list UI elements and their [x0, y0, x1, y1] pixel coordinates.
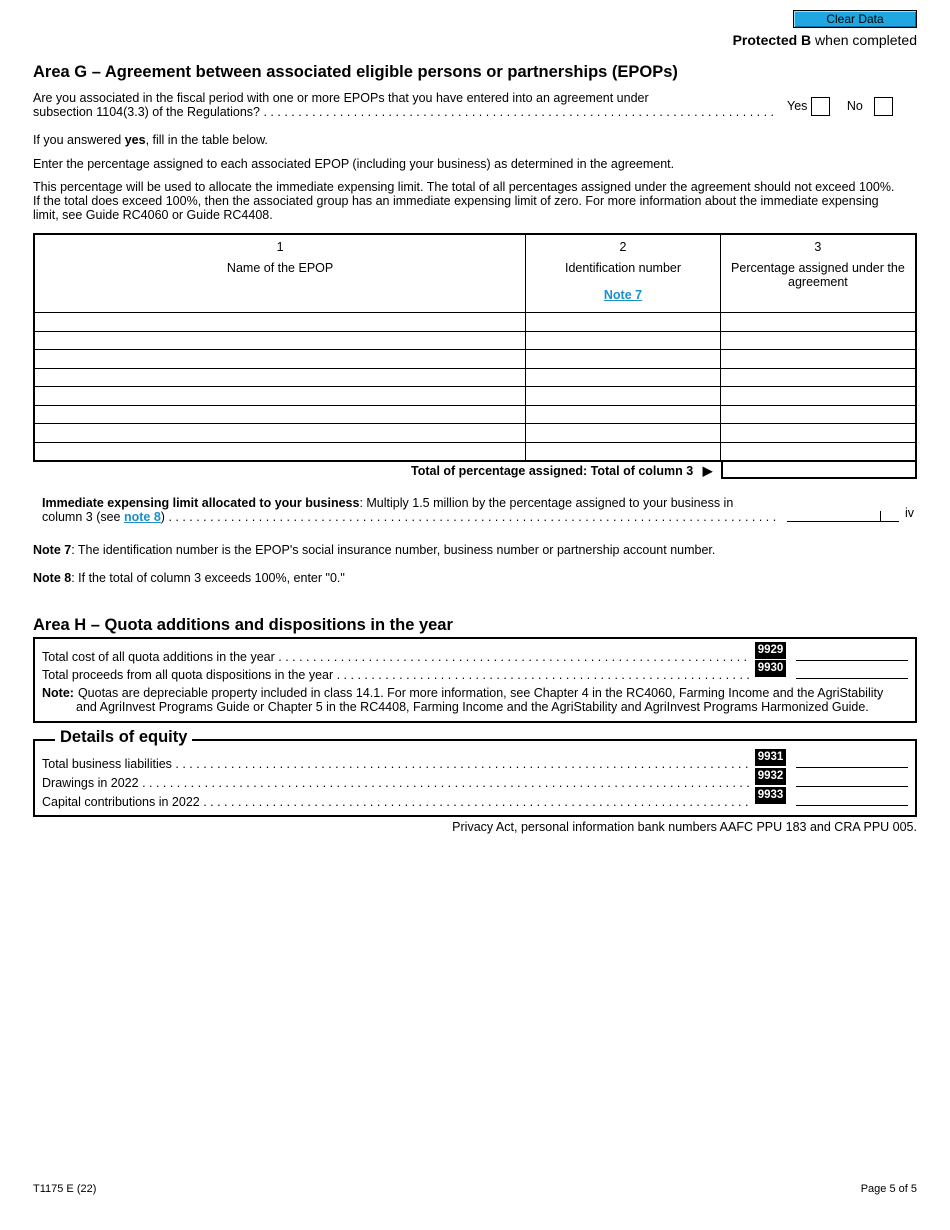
area-h-title: Area H – Quota additions and dispositions in the year [33, 616, 453, 634]
epop-pct-cell[interactable] [720, 368, 916, 387]
epop-name-cell[interactable] [34, 313, 526, 332]
area-h-note [42, 686, 907, 714]
table-row [34, 405, 916, 424]
epop-id-cell[interactable] [526, 331, 721, 350]
col-3-num: 3 [814, 240, 822, 254]
quota-dispositions-text: Total proceeds from all quota dispositions in the year [42, 668, 334, 682]
epop-pct-cell[interactable] [720, 350, 916, 369]
privacy-text: Privacy Act, personal information bank numbers AAFC PPU 183 and CRA PPU 005. [452, 820, 917, 834]
liabilities-field[interactable] [796, 754, 908, 768]
epop-name-cell[interactable] [34, 368, 526, 387]
no-label: No [846, 98, 863, 113]
area-h-note-bold: Note: [42, 686, 74, 700]
drawings-field[interactable] [796, 773, 908, 787]
epop-id-cell[interactable] [526, 442, 721, 461]
epop-name-cell[interactable] [34, 387, 526, 406]
table-row [34, 424, 916, 443]
area-h-note-text: Quotas are depreciable property included in class 14.1. For more information, see Chapter 4 in the RC4060, Farming Income and the AgriStability and AgriInvest Programs Guide or Chapter 5 in the RC4408, Farming Income and the AgriStability and AgriInvest Programs Harmonized Guide. [76, 686, 884, 714]
col-1-num: 1 [276, 240, 284, 254]
yes-checkbox[interactable] [811, 97, 830, 116]
drawings-text: Drawings in 2022 [42, 776, 139, 790]
if-yes-post: , fill in the table below. [145, 133, 268, 147]
yes-label: Yes [787, 98, 808, 113]
quota-dispositions-field[interactable] [796, 665, 908, 679]
epop-pct-cell[interactable] [720, 442, 916, 461]
if-yes-pre: If you answered [33, 133, 125, 147]
epop-id-cell[interactable] [526, 424, 721, 443]
limit-line2-pre: column 3 (see [42, 510, 124, 524]
epop-name-cell[interactable] [34, 350, 526, 369]
no-checkbox[interactable] [874, 97, 893, 116]
code-9929: 9929 [755, 642, 786, 659]
limit-rest: : Multiply 1.5 million by the percentage assigned to your business in [359, 496, 734, 510]
col-2-header [526, 234, 721, 313]
page-number: Page 5 of 5 [860, 1183, 917, 1195]
epop-pct-cell[interactable] [720, 313, 916, 332]
note-8-bold: Note 8 [33, 571, 72, 585]
note-8-link[interactable]: note 8 [123, 510, 161, 524]
col-2-label: Identification number [564, 261, 682, 275]
code-9930: 9930 [755, 660, 786, 677]
if-yes-text [33, 133, 268, 147]
total-label-text: Total of percentage assigned: Total of column 3 [411, 464, 694, 478]
epop-id-cell[interactable] [526, 405, 721, 424]
table-row [34, 368, 916, 387]
table-row [34, 350, 916, 369]
protected-b-label [733, 32, 917, 48]
form-id: T1175 E (22) [33, 1183, 97, 1195]
explain-text: This percentage will be used to allocate the immediate expensing limit. The total of all percentages assigned under the agreement should not exceed 100%. If the total does exceed 100%, then the associated group has an immediate expensing limit of zero. For more information about the immediate expensing limit, see Guide RC4060 or Guide RC4408. [33, 180, 895, 222]
table-row [34, 313, 916, 332]
area-g-question [33, 91, 773, 119]
cents-divider [880, 511, 881, 521]
protected-b-bold: Protected B [732, 32, 812, 48]
quota-additions-label [42, 650, 750, 664]
epop-pct-cell[interactable] [720, 424, 916, 443]
drawings-label [42, 776, 750, 790]
col-1-header [34, 234, 526, 313]
note-8-text [33, 571, 345, 585]
code-9933: 9933 [755, 787, 786, 804]
total-column-3-field[interactable] [721, 460, 917, 479]
question-line-2: subsection 1104(3.3) of the Regulations? [33, 105, 261, 119]
limit-text [42, 496, 780, 524]
question-line-1: Are you associated in the fiscal period with one or more EPOPs that you have entered into an agreement under [33, 91, 649, 105]
limit-code-iv: iv [905, 506, 915, 520]
table-row [34, 331, 916, 350]
yes-no-group [787, 97, 893, 116]
quota-dispositions-label [42, 668, 750, 682]
capital-text: Capital contributions in 2022 [42, 795, 200, 809]
code-9932: 9932 [755, 768, 786, 785]
clear-data-button[interactable]: Clear Data [793, 10, 917, 28]
note-7-text [33, 543, 715, 557]
liabilities-label [42, 757, 750, 771]
capital-label [42, 795, 750, 809]
epop-name-cell[interactable] [34, 424, 526, 443]
protected-b-rest: when completed [811, 32, 917, 48]
epop-name-cell[interactable] [34, 405, 526, 424]
quota-additions-text: Total cost of all quota additions in the year [42, 650, 275, 664]
right-arrow-icon: ▶ [702, 464, 713, 478]
epop-id-cell[interactable] [526, 368, 721, 387]
capital-field[interactable] [796, 792, 908, 806]
col-1-label: Name of the EPOP [226, 261, 334, 275]
area-g-title: Area G – Agreement between associated eligible persons or partnerships (EPOPs) [33, 63, 678, 81]
limit-bold: Immediate expensing limit allocated to your business [42, 496, 360, 510]
equity-title: Details of equity [55, 728, 192, 747]
note-7-body: : The identification number is the EPOP's social insurance number, business number or partnership account number. [71, 543, 716, 557]
enter-percentage-text: Enter the percentage assigned to each associated EPOP (including your business) as determined in the agreement. [33, 157, 675, 171]
col-3-header [720, 234, 916, 313]
epop-pct-cell[interactable] [720, 331, 916, 350]
note-7-bold: Note 7 [33, 543, 72, 557]
limit-amount-field[interactable] [787, 508, 899, 522]
epop-pct-cell[interactable] [720, 387, 916, 406]
note-7-link[interactable]: Note 7 [603, 288, 643, 302]
epop-header-row [34, 234, 916, 313]
epop-pct-cell[interactable] [720, 405, 916, 424]
epop-id-cell[interactable] [526, 387, 721, 406]
epop-name-cell[interactable] [34, 442, 526, 461]
total-column-3-label [411, 463, 712, 478]
col-2-num: 2 [619, 240, 627, 254]
liabilities-text: Total business liabilities [42, 757, 172, 771]
if-yes-bold: yes [124, 133, 146, 147]
note-8-body: : If the total of column 3 exceeds 100%, enter "0." [71, 571, 345, 585]
table-row [34, 442, 916, 461]
table-row [34, 387, 916, 406]
epop-id-cell[interactable] [526, 313, 721, 332]
epop-id-cell[interactable] [526, 350, 721, 369]
epop-name-cell[interactable] [34, 331, 526, 350]
epop-table [33, 233, 917, 462]
limit-line2-post: ) [160, 510, 165, 524]
quota-additions-field[interactable] [796, 647, 908, 661]
code-9931: 9931 [755, 749, 786, 766]
col-3-label: Percentage assigned under the agreement [731, 261, 905, 289]
